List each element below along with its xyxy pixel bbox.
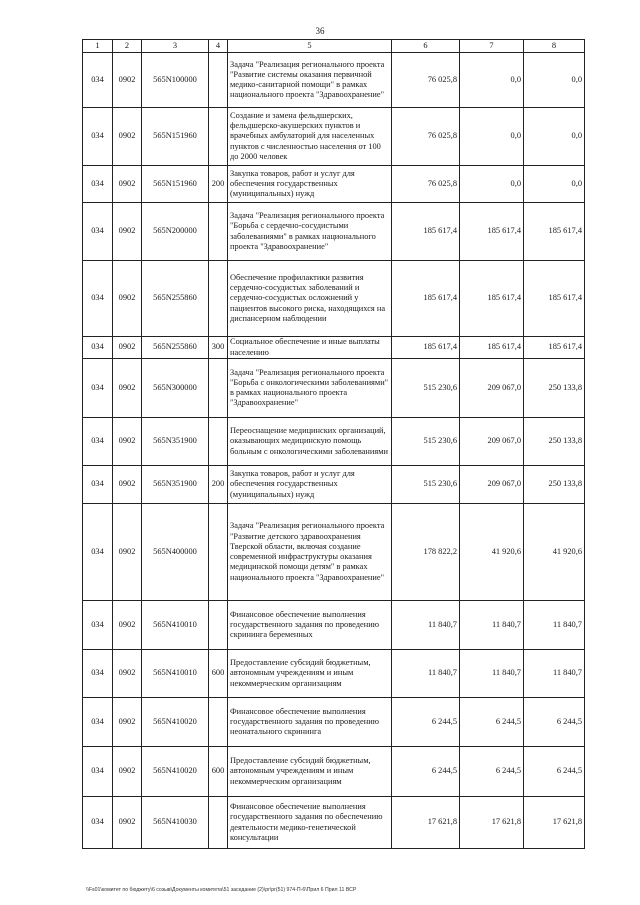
cell-description: Предоставление субсидий бюджетным, автономным учреждениям и иным некоммерческим организациям bbox=[228, 747, 392, 797]
cell-description: Переоснащение медицинских организаций, оказывающих медицинскую помощь больным с онкологическими заболеваниями bbox=[228, 418, 392, 466]
cell-ministry-code: 034 bbox=[83, 466, 113, 504]
cell-expense-type bbox=[209, 359, 228, 418]
cell-amount-year3: 6 244,5 bbox=[524, 747, 585, 797]
table-row bbox=[83, 650, 585, 698]
cell-amount-year3: 6 244,5 bbox=[524, 698, 585, 747]
cell-amount-year1: 515 230,6 bbox=[392, 466, 460, 504]
table-row bbox=[83, 601, 585, 650]
cell-amount-year2: 185 617,4 bbox=[460, 261, 524, 337]
cell-amount-year3: 185 617,4 bbox=[524, 337, 585, 359]
cell-expense-type bbox=[209, 797, 228, 849]
cell-ministry-code: 034 bbox=[83, 108, 113, 166]
cell-description: Финансовое обеспечение выполнения государственного задания по проведению неонатального скрининга bbox=[228, 698, 392, 747]
budget-table bbox=[82, 39, 585, 849]
cell-amount-year2: 0,0 bbox=[460, 108, 524, 166]
cell-ministry-code: 034 bbox=[83, 698, 113, 747]
cell-section-code: 0902 bbox=[113, 418, 142, 466]
column-header: 8 bbox=[524, 40, 585, 53]
cell-expense-type bbox=[209, 108, 228, 166]
cell-expense-type bbox=[209, 203, 228, 261]
table-row bbox=[83, 504, 585, 601]
cell-description: Обеспечение профилактики развития сердечно-сосудистых заболеваний и сердечно-сосудистых осложнений у пациентов высокого риска, находящихся на диспансерном наблюдении bbox=[228, 261, 392, 337]
cell-amount-year2: 0,0 bbox=[460, 53, 524, 108]
cell-amount-year2: 11 840,7 bbox=[460, 601, 524, 650]
cell-amount-year3: 0,0 bbox=[524, 166, 585, 203]
cell-amount-year2: 209 067,0 bbox=[460, 466, 524, 504]
cell-amount-year3: 250 133,8 bbox=[524, 418, 585, 466]
cell-ministry-code: 034 bbox=[83, 359, 113, 418]
column-header: 2 bbox=[113, 40, 142, 53]
cell-ministry-code: 034 bbox=[83, 418, 113, 466]
cell-expense-type bbox=[209, 261, 228, 337]
cell-amount-year2: 185 617,4 bbox=[460, 203, 524, 261]
cell-section-code: 0902 bbox=[113, 261, 142, 337]
cell-section-code: 0902 bbox=[113, 698, 142, 747]
cell-amount-year3: 11 840,7 bbox=[524, 601, 585, 650]
cell-section-code: 0902 bbox=[113, 53, 142, 108]
cell-amount-year1: 11 840,7 bbox=[392, 601, 460, 650]
cell-section-code: 0902 bbox=[113, 166, 142, 203]
cell-amount-year3: 17 621,8 bbox=[524, 797, 585, 849]
cell-ministry-code: 034 bbox=[83, 747, 113, 797]
cell-amount-year2: 185 617,4 bbox=[460, 337, 524, 359]
cell-amount-year3: 185 617,4 bbox=[524, 261, 585, 337]
cell-description: Финансовое обеспечение выполнения государственного задания по обеспечению деятельности медико-генетической консультации bbox=[228, 797, 392, 849]
cell-amount-year1: 185 617,4 bbox=[392, 203, 460, 261]
cell-amount-year2: 17 621,8 bbox=[460, 797, 524, 849]
cell-amount-year2: 209 067,0 bbox=[460, 359, 524, 418]
cell-target-article: 565N151960 bbox=[142, 108, 209, 166]
cell-expense-type: 600 bbox=[209, 650, 228, 698]
cell-amount-year1: 185 617,4 bbox=[392, 337, 460, 359]
cell-description: Финансовое обеспечение выполнения государственного задания по проведению скрининга беременных bbox=[228, 601, 392, 650]
cell-expense-type: 600 bbox=[209, 747, 228, 797]
cell-description: Задача "Реализация регионального проекта "Развитие системы оказания первичной медико-санитарной помощи" в рамках национального проекта "Здравоохранение" bbox=[228, 53, 392, 108]
column-header: 7 bbox=[460, 40, 524, 53]
cell-ministry-code: 034 bbox=[83, 166, 113, 203]
cell-target-article: 565N151960 bbox=[142, 166, 209, 203]
cell-expense-type bbox=[209, 504, 228, 601]
cell-section-code: 0902 bbox=[113, 650, 142, 698]
cell-ministry-code: 034 bbox=[83, 601, 113, 650]
cell-section-code: 0902 bbox=[113, 337, 142, 359]
table-row bbox=[83, 418, 585, 466]
column-header: 6 bbox=[392, 40, 460, 53]
cell-section-code: 0902 bbox=[113, 108, 142, 166]
cell-amount-year3: 41 920,6 bbox=[524, 504, 585, 601]
cell-target-article: 565N255860 bbox=[142, 261, 209, 337]
cell-ministry-code: 034 bbox=[83, 797, 113, 849]
cell-description: Задача "Реализация регионального проекта "Борьба с онкологическими заболеваниями" в рамках национального проекта "Здравоохранение" bbox=[228, 359, 392, 418]
cell-expense-type: 300 bbox=[209, 337, 228, 359]
cell-section-code: 0902 bbox=[113, 359, 142, 418]
cell-target-article: 565N400000 bbox=[142, 504, 209, 601]
cell-section-code: 0902 bbox=[113, 601, 142, 650]
page-number: 36 bbox=[315, 26, 325, 36]
table-row bbox=[83, 261, 585, 337]
cell-expense-type bbox=[209, 53, 228, 108]
cell-amount-year3: 185 617,4 bbox=[524, 203, 585, 261]
table-row bbox=[83, 166, 585, 203]
cell-expense-type bbox=[209, 601, 228, 650]
cell-target-article: 565N100000 bbox=[142, 53, 209, 108]
cell-section-code: 0902 bbox=[113, 203, 142, 261]
cell-target-article: 565N410030 bbox=[142, 797, 209, 849]
cell-target-article: 565N410010 bbox=[142, 601, 209, 650]
cell-amount-year2: 6 244,5 bbox=[460, 747, 524, 797]
table-row bbox=[83, 797, 585, 849]
cell-section-code: 0902 bbox=[113, 504, 142, 601]
cell-ministry-code: 034 bbox=[83, 337, 113, 359]
cell-ministry-code: 034 bbox=[83, 504, 113, 601]
table-row bbox=[83, 466, 585, 504]
cell-amount-year3: 250 133,8 bbox=[524, 466, 585, 504]
table-header-row bbox=[83, 40, 585, 53]
cell-target-article: 565N255860 bbox=[142, 337, 209, 359]
cell-amount-year3: 11 840,7 bbox=[524, 650, 585, 698]
cell-target-article: 565N351900 bbox=[142, 466, 209, 504]
cell-description: Задача "Реализация регионального проекта "Борьба с сердечно-сосудистыми заболеваниями" в рамках национального проекта "Здравоохранение" bbox=[228, 203, 392, 261]
table-row bbox=[83, 203, 585, 261]
cell-amount-year2: 11 840,7 bbox=[460, 650, 524, 698]
cell-expense-type bbox=[209, 418, 228, 466]
column-header: 3 bbox=[142, 40, 209, 53]
cell-amount-year1: 76 025,8 bbox=[392, 108, 460, 166]
cell-description: Закупка товаров, работ и услуг для обеспечения государственных (муниципальных) нужд bbox=[228, 166, 392, 203]
cell-expense-type: 200 bbox=[209, 166, 228, 203]
cell-amount-year2: 209 067,0 bbox=[460, 418, 524, 466]
cell-amount-year3: 0,0 bbox=[524, 108, 585, 166]
cell-target-article: 565N351900 bbox=[142, 418, 209, 466]
cell-ministry-code: 034 bbox=[83, 53, 113, 108]
cell-amount-year1: 178 822,2 bbox=[392, 504, 460, 601]
column-header: 1 bbox=[83, 40, 113, 53]
cell-expense-type: 200 bbox=[209, 466, 228, 504]
cell-description: Социальное обеспечение и иные выплаты населению bbox=[228, 337, 392, 359]
cell-amount-year1: 6 244,5 bbox=[392, 698, 460, 747]
cell-amount-year2: 0,0 bbox=[460, 166, 524, 203]
cell-section-code: 0902 bbox=[113, 747, 142, 797]
cell-description: Задача "Реализация регионального проекта "Развитие детского здравоохранения Тверской области, включая создание современной инфраструктуры оказания медицинской помощи детям" в рамках национального проекта "Здравоохранение" bbox=[228, 504, 392, 601]
cell-amount-year1: 185 617,4 bbox=[392, 261, 460, 337]
cell-amount-year1: 515 230,6 bbox=[392, 418, 460, 466]
cell-amount-year3: 0,0 bbox=[524, 53, 585, 108]
cell-ministry-code: 034 bbox=[83, 261, 113, 337]
cell-description: Создание и замена фельдшерских, фельдшерско-акушерских пунктов и врачебных амбулаторий для населенных пунктов с численностью населения от 100 до 2000 человек bbox=[228, 108, 392, 166]
cell-amount-year2: 41 920,6 bbox=[460, 504, 524, 601]
cell-target-article: 565N300000 bbox=[142, 359, 209, 418]
cell-expense-type bbox=[209, 698, 228, 747]
cell-target-article: 565N410020 bbox=[142, 747, 209, 797]
cell-description: Закупка товаров, работ и услуг для обеспечения государственных (муниципальных) нужд bbox=[228, 466, 392, 504]
table-row bbox=[83, 698, 585, 747]
column-header: 4 bbox=[209, 40, 228, 53]
cell-ministry-code: 034 bbox=[83, 650, 113, 698]
cell-section-code: 0902 bbox=[113, 797, 142, 849]
table-row bbox=[83, 747, 585, 797]
table-row bbox=[83, 108, 585, 166]
cell-description: Предоставление субсидий бюджетным, автономным учреждениям и иным некоммерческим организациям bbox=[228, 650, 392, 698]
cell-target-article: 565N410010 bbox=[142, 650, 209, 698]
table-row bbox=[83, 359, 585, 418]
table-row bbox=[83, 337, 585, 359]
table-row bbox=[83, 53, 585, 108]
cell-amount-year1: 515 230,6 bbox=[392, 359, 460, 418]
cell-section-code: 0902 bbox=[113, 466, 142, 504]
cell-amount-year1: 6 244,5 bbox=[392, 747, 460, 797]
cell-amount-year3: 250 133,8 bbox=[524, 359, 585, 418]
cell-ministry-code: 034 bbox=[83, 203, 113, 261]
cell-amount-year2: 6 244,5 bbox=[460, 698, 524, 747]
cell-amount-year1: 76 025,8 bbox=[392, 166, 460, 203]
column-header: 5 bbox=[228, 40, 392, 53]
cell-amount-year1: 17 621,8 bbox=[392, 797, 460, 849]
cell-amount-year1: 11 840,7 bbox=[392, 650, 460, 698]
cell-target-article: 565N200000 bbox=[142, 203, 209, 261]
cell-amount-year1: 76 025,8 bbox=[392, 53, 460, 108]
footer-file-path: \\Fs01\комитет по бюджету\6 созыв\Документы комитета\51 заседание (2)\pr\pr(51) 974-П-6\Прил 6 Прил 11 ВСР bbox=[86, 887, 357, 893]
cell-target-article: 565N410020 bbox=[142, 698, 209, 747]
